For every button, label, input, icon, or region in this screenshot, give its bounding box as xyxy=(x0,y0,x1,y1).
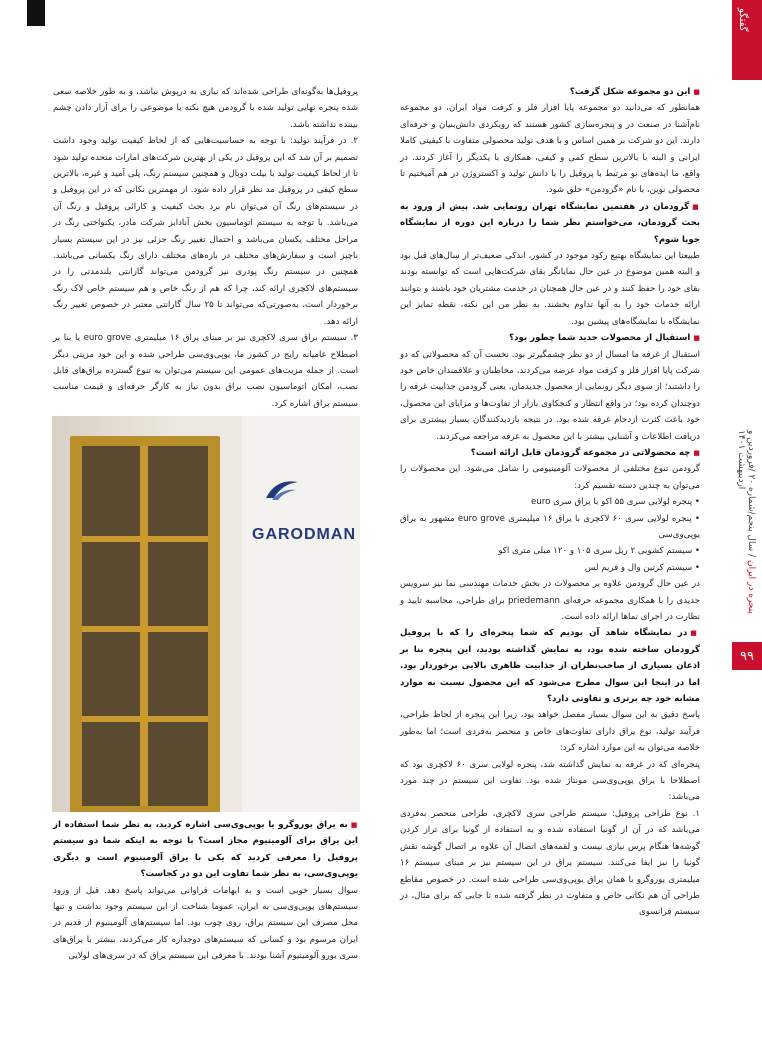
paragraph: گرودمن تنوع مختلفی از محصولات آلومینیومی را شامل می‌شود. این محصولات را می‌توان به چندین دسته تقسیم کرد: xyxy=(400,464,700,491)
bullet-item: • پنجره لولایی سری ۶۰ لاکچری با یراق ۱۶ میلیمتری euro grove مشهور به یراق یو‌پی‌وی‌سی xyxy=(400,511,700,544)
magazine-name: پنجره در ایران xyxy=(746,560,756,614)
question: ■ چه محصولاتی در مجموعه گرودمان قابل ارائه است؟ xyxy=(400,445,700,461)
paragraph: در عین حال گرودمن علاوه بر محصولات در بخش خدمات مهندسی نما نیز سرویس جدیدی را با همکاری مجموعه حرفه‌ای priedemann برای طراحی، محاسبه تایید و نظارت در اجرای نماها ارائه داده است. xyxy=(400,579,700,622)
section-tab: گفتگو xyxy=(732,0,762,80)
bullet-item: • سیستم کشویی ۲ ریل سری ۱۰۵ و ۱۲۰ میلی متری اکو xyxy=(400,543,700,559)
product-photo xyxy=(52,416,360,812)
paragraph: سوال بسیار خوبی است و به ابهامات فراوانی می‌تواند پاسخ دهد. قبل از ورود سیستم‌های یو‌پی‌وی‌سی به ایران، عموما شناخت از این سیستم وجود نداشت و تنها محل مصرف این سیستم یراق، روی چوب بود. اما سیستم‌های آلومینیوم از قدیم در ایران مرسوم بود و کسانی که سیستم‌های دوجداره کار می‌کردند، بیشتر با یراق‌های سری یورو آلومینیوم آشنا بودند. با معرفی این سیستم یراق که در سری‌های لولایی xyxy=(53,885,358,962)
question: ■ به یراق یوروگرو یا یو‌پی‌وی‌سی اشاره کردید، به نظر شما استفاده از این یراق برای آلومینیوم مجاز است؟ با توجه به اینکه شما دو سیستم پروفیل را معرفی کردید که یکی با یراق آلومینیوم است و دیگری یو‌پی‌وی‌سی، به نظر شما تفاوت این دو در کجاست؟ xyxy=(53,817,358,883)
page-number: ۹۹ xyxy=(732,642,762,670)
logo-text: GARODMAN xyxy=(252,526,356,543)
paragraph: ۱. نوع طراحی پروفیل: سیستم طراحی سری لاکچری، طراحی منحصر به‌فردی می‌باشد که در آن از گونیا استفاده شده و به استفاده از گونیا برای تراز کردن گوشه‌ها هنگام پرس نیازی نیست و لقمه‌های اتصال آن علاوه بر اتصال گوشه نقش گونیا را نیز ایفا می‌کنند. سیستم یراق در این سیستم نیز بر مبنای سیستم ۱۶ میلیمتری یوروگرو یا همان یراق یو‌پی‌وی‌سی طراحی شده است. در خصوص مقاطع طراحی آن هم نکاتی خاص و متفاوت در نظر گرفته شده تا جایی که برای مثال، در سیستم فرانسوی xyxy=(400,808,700,918)
left-column-bottom xyxy=(53,817,358,1027)
garodman-logo-icon xyxy=(262,476,302,504)
issue-details: / سال پنجم/شماره ۲۰ /فروردین و اردیبهشت ۱۴۰۱ xyxy=(736,430,756,558)
question: ■ این دو مجموعه شکل گرفت؟ xyxy=(400,84,700,100)
side-running-head xyxy=(736,430,756,650)
paragraph: ۳. سیستم یراق سری لاکچری نیز بر مبنای یراق ۱۶ میلیمتری euro grove یا بنا بر اصطلاح عامیانه رایج در کشور ما، یو‌پی‌وی‌سی طراحی شده و این خود مزیتی دیگر است. از جمله مزیت‌های عمومی این سیستم می‌توان به تنوع گسترده یراق‌های قابل نصب، امکان اتوماسیون نصب یراق بدون نیاز به کارگر حرفه‌ای و قیمت مناسب سیستم یراق اشاره کرد. xyxy=(53,333,358,409)
paragraph: ۲. در فرآیند تولید: با توجه به حساسیت‌هایی که از لحاظ کیفیت تولید وجود داشت تصمیم بر آن شد که این پروفیل در یکی از بهترین شرکت‌های امارات متحده تولید شود تا از لحاظ کیفیت تولید با بیلت دوبال و همچنین سیستم رنگ، پلی آمید و غیره، بالاترین سطح کیفی در پروفیل مد نظر قرار داده شود. از مهمترین نکاتی که در این پروفیل و در سیستم‌های رنگ آن می‌توان نام برد بحث کیفیت و کارائی پروفیل و رنگ آن می‌باشد. با توجه به سیستم اتوماسیون بخش آنادایز شرکت مادر، یکنواختی رنگ در مراحل مختلف یکسان می‌باشد و احتمال تغییر رنگ جزئی نیز در این سیستم بسیار ناچیز است و سفارش‌های مختلف در بازه‌های مختلف دارای رنگ یکسانی می‌باشد. همچنین در سیستم رنگ پودری نیز گرودمن می‌تواند گارانتی بلندمدتی را در سیستم‌های لاکچری ارائه کند، چرا که هم از رنگ خاص و هم سیستم خاص لاک رنگ برخوردار است، به‌صورتی‌که می‌تواند تا ۲۵ سال گارانتی معتبر در خصوص تغییر رنگ ارائه دهد. xyxy=(53,136,358,327)
paragraph: طبیعتا این نمایشگاه بهتبع رکود موجود در کشور، اندکی ضعیف‌تر از سال‌های قبل بود و البته همین موضوع در عین حال نمایانگر بقای شرکت‌هایی است که توانسته بودند بقای خود را حفظ کنند و در عین حال همچنان در خدمت مشتریان خود باشند و بتوانند ارائه خدمات خود را به آنها تداوم بخشند. به نظر من این نکته، نقطه تمایز این نمایشگاه با نمایشگاه‌های پیشین بود. xyxy=(400,251,700,327)
question: ■ در نمایشگاه شاهد آن بودیم که شما پنجره‌ای را که با پروفیل گرودمان ساخته شده بود، به نمایش گذاشته بودید، این پنجره بنا بر اذعان بسیاری از صاحب‌نظران از جذابیت ظاهری بالایی برخوردار بود. اما در اینجا این سوال مطرح می‌شود که این محصول نسبت به موارد مشابه خود چه برتری و تفاوتی دارد؟ xyxy=(400,625,700,707)
question: ■ استقبال از محصولات جدید شما چطور بود؟ xyxy=(400,330,700,346)
left-column-top xyxy=(53,84,358,414)
right-column xyxy=(400,84,700,1024)
corner-marker xyxy=(27,0,45,26)
paragraph: پروفیل‌ها به‌گونه‌ای طراحی شده‌اند که نیازی به درپوش نباشد، و به طور خلاصه سعی شده پنجره نهایی تولید شده با گرودمن هیچ نکته یا موضوعی را برای آزار دادن چشم بیننده نداشته باشد. xyxy=(53,87,358,130)
paragraph: پاسخ دقیق به این سوال بسیار مفصل خواهد بود، زیرا این پنجره از لحاظ طراحی، فرآیند تولید، نوع یراق دارای تفاوت‌های خاص و منحصر به‌فردی است؛ اما به‌طور خلاصه می‌توان به این موارد اشاره کرد: xyxy=(400,710,700,754)
bullet-item: • پنجره لولایی سری ۵۵ اکو با یراق سری euro xyxy=(400,494,700,510)
bullet-item: • سیستم کرتین وال و فریم لس xyxy=(400,560,700,576)
paragraph: پنجره‌ای که در غرفه به نمایش گذاشته شد، پنجره لولایی سری ۶۰ لاکچری بود که اصطلاحا با یراق یو‌پی‌وی‌سی مونتاژ شده بود. تفاوت این سیستم در چند مورد می‌باشد: xyxy=(400,759,700,803)
gold-window-frame xyxy=(70,436,220,812)
paragraph: استقبال از غرفه ما امسال از دو نظر چشمگیرتر بود. نخست آن که محصولاتی که دو شرکت پایا افزار فلز و کرفت مواد عرضه می‌کردند، مخاطبان و علاقمندان خاص خود را داشتند؛ از سوی دیگر رونمایی از محصول جدیدمان، یعنی گرودمن جذابیت غرفه را دوچندان کرده بود؛ در واقع انتظار و کنجکاوی بازار از تفاوت‌ها و مزایای این محصول، خود باعث کثرت ازدحام غرفه شده بود. در نتیجه بازدیدکنندگان بسیار بیشتری برای دریافت اطلاعات و آشنایی بیشتر با این محصول به غرفه مراجعه می‌کردند. xyxy=(400,349,700,442)
paragraph: همانطور که می‌دانید دو مجموعه پایا افزار فلز و کرفت مواد ایران، دو مجموعه نام‌آشنا در صنعت در و پنجره‌سازی کشور هستند که رویکردی دانش‌بنیان و حرفه‌ای دارند. این دو شرکت بر همین اساس و با هدف تولید محصولی متفاوت با کیفیتی کاملا ایرانی و البته با بالاترین سطح کمی و کیفی، همکاری با یکدیگر را آغاز کردند. در واقع، ما ایده‌های نو مرتبط با پروفیل را با دانش تولید و اکستروژن در هم آمیختیم تا محصولی نوین، با نام «گرودمن» خلق شود. xyxy=(400,103,700,196)
question: ■ گرودمان در هفتمین نمایشگاه تهران رونمایی شد. پیش از ورود به بحث گرودمان، می‌خواستم نظر شما را درباره این دوره از نمایشگاه جویا شوم؟ xyxy=(400,199,700,248)
